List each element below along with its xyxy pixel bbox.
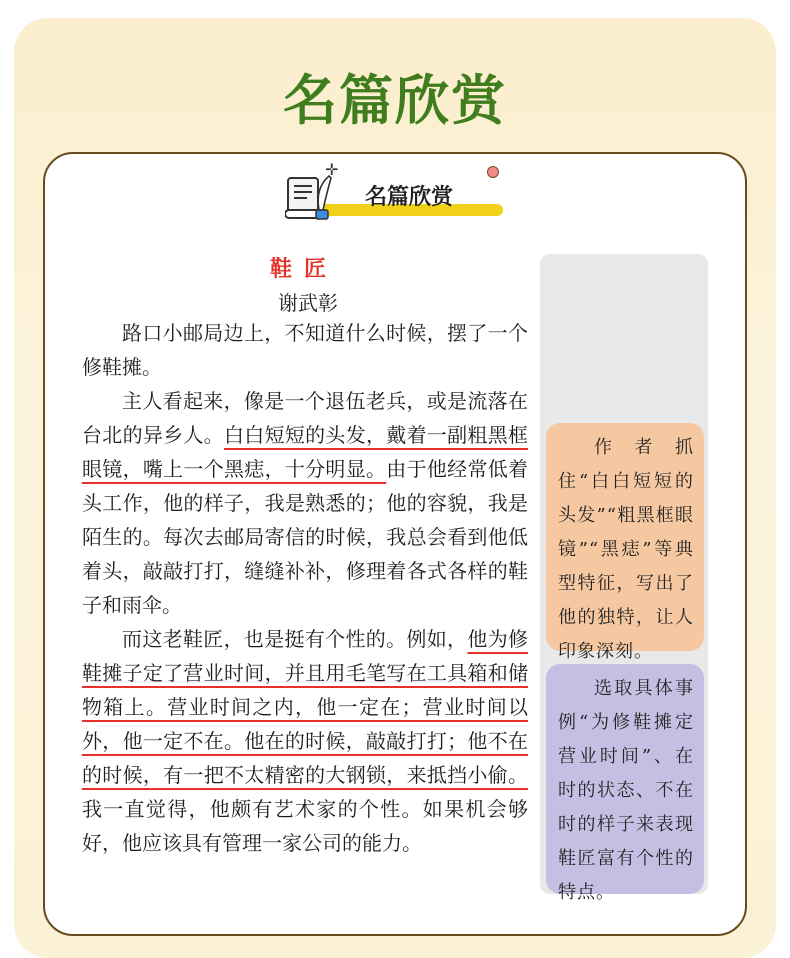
paragraph — [82, 384, 528, 622]
text-span: 而这老鞋匠，也是挺有个性的。例如， — [122, 627, 468, 651]
decorative-dot — [487, 166, 499, 178]
section-header — [285, 162, 515, 222]
note-text: 选取具体事例“为修鞋摊定营业时间”、在时的状态、不在时的样子来表现鞋匠富有个性的特点。 — [558, 678, 694, 903]
paragraph — [82, 622, 528, 860]
underlined-text: 白白短短的头发，戴着一副粗黑框眼镜，嘴上一个黑痣，十分明显。 — [82, 423, 528, 481]
paragraph — [82, 316, 528, 384]
article-body — [82, 316, 528, 860]
page-heading: 名篇欣赏 — [283, 69, 507, 132]
text-span: 主人看起来，像是一个退伍老兵，或是流落在台北的异乡人。 — [82, 389, 528, 447]
text-span: 路口小邮局边上，不知道什么时候，摆了一个修鞋摊。 — [82, 321, 528, 379]
article-title: 鞋匠 — [270, 256, 339, 282]
note-text: 作者抓住“白白短短的头发”“粗黑框眼镜”“黑痣”等典型特征，写出了他的独特，让人印象深刻。 — [558, 437, 694, 662]
article-author: 谢武彰 — [278, 291, 338, 315]
annotation-note-features — [546, 423, 704, 662]
annotation-note-personality — [546, 664, 704, 903]
section-title: 名篇欣赏 — [365, 185, 454, 210]
text-span: 由于他经常低着头工作，他的样子，我是熟悉的；他的容貌，我是陌生的。每次去邮局寄信的时候，我总会看到他低着头，敲敲打打，缝缝补补，修理着各式各样的鞋子和雨伞。 — [82, 457, 529, 617]
scroll-quill-icon — [285, 174, 335, 222]
underlined-text: 他为修鞋摊子定了营业时间，并且用毛笔写在工具箱和储物箱上。营业时间之内，他一定在；营业时间以外，他一定不在。他在的时候，敲敲打打；他不在的时候，有一把不太精密的大钢锁，来抵挡小偷。 — [82, 627, 529, 787]
text-span: 我一直觉得，他颇有艺术家的个性。如果机会够好，他应该具有管理一家公司的能力。 — [82, 797, 528, 855]
sparkle-icon: ✛ — [325, 160, 339, 179]
